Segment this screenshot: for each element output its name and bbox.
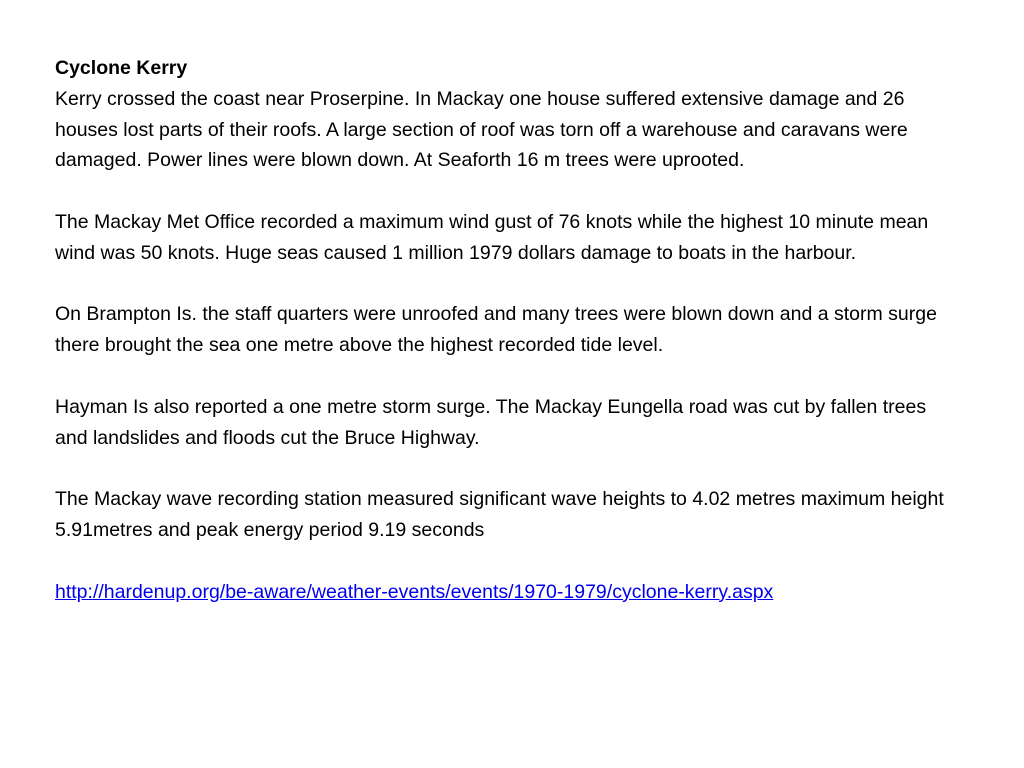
paragraph-gap xyxy=(55,269,955,300)
paragraph-gap xyxy=(55,361,955,392)
paragraph-wind: The Mackay Met Office recorded a maximum wind gust of 76 knots while the highest 10 minute mean wind was 50 knots. Huge seas caused 1 million 1979 dollars damage to boats in the harbour. xyxy=(55,210,929,264)
paragraph-gap xyxy=(55,453,955,484)
paragraph-hayman: Hayman Is also reported a one metre storm surge. The Mackay Eungella road was cut by fallen trees and landslides and floods cut the Bruce Highway. xyxy=(55,395,927,449)
paragraph-waves: The Mackay wave recording station measured significant wave heights to 4.02 metres maximum height 5.91metres and peak energy period 9.19 seconds xyxy=(55,488,944,541)
paragraph-brampton: On Brampton Is. the staff quarters were unroofed and many trees were blown down and a storm surge there brought the sea one metre above the highest recorded tide level. xyxy=(55,303,937,357)
slide-content xyxy=(55,53,955,607)
paragraph-gap xyxy=(55,176,955,207)
paragraph-gap xyxy=(55,546,955,577)
source-link[interactable]: http://hardenup.org/be-aware/weather-events/events/1970-1979/cyclone-kerry.aspx xyxy=(55,580,774,603)
paragraph-landfall: Kerry crossed the coast near Proserpine. In Mackay one house suffered extensive damage and 26 houses lost parts of their roofs. A large section of roof was torn off a warehouse and caravans were damaged. Power lines were blown down. At Seaforth 16 m trees were uprooted. xyxy=(55,87,908,172)
page-title: Cyclone Kerry xyxy=(55,57,188,79)
